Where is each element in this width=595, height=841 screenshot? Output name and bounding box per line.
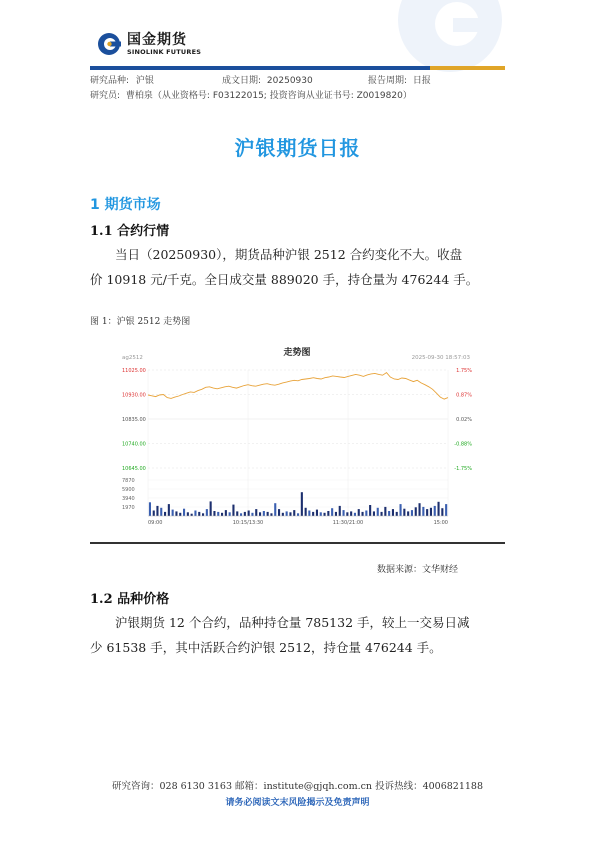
volume-bar (407, 511, 409, 516)
volume-bar (251, 513, 253, 516)
volume-bar (183, 509, 185, 516)
volume-bar (327, 511, 329, 516)
figure-caption: 图 1：沪银 2512 走势图 (90, 317, 191, 327)
header-rule (90, 66, 505, 70)
volume-bar (172, 510, 174, 516)
volume-bar (267, 512, 269, 516)
volume-bar (179, 513, 181, 516)
researcher-info (90, 88, 412, 101)
volume-bar (343, 510, 345, 516)
volume-bar (259, 512, 261, 516)
volume-bar (350, 511, 352, 516)
volume-bar (362, 512, 364, 516)
volume-bar (400, 504, 402, 516)
volume-bar (369, 505, 371, 516)
y-right-tick-label: 1.75% (456, 368, 472, 374)
volume-bar (445, 504, 447, 516)
volume-bar (244, 512, 246, 516)
chart-symbol: ag2512 (122, 355, 143, 361)
volume-bar (255, 509, 257, 516)
volume-bar (312, 512, 314, 516)
contract-line-1: 当日（20250930），期货品种沪银 2512 合约变化不大。收盘 (115, 247, 463, 262)
volume-bar (221, 513, 223, 516)
volume-bar (236, 511, 238, 516)
chart-title: 走势图 (283, 348, 311, 358)
volume-bar (411, 510, 413, 516)
volume-bar (388, 511, 390, 516)
volume-bar (396, 512, 398, 516)
volume-bar (365, 511, 367, 517)
variety-label: 研究品种: (90, 76, 130, 86)
volume-bar (438, 502, 440, 516)
y-right-tick-label: 0.02% (456, 417, 472, 423)
period-info (368, 73, 431, 86)
volume-bar (426, 509, 428, 516)
volume-bar (232, 505, 234, 516)
contract-paragraph (90, 242, 505, 292)
volume-bar (316, 510, 318, 516)
date-value: 20250930 (266, 76, 313, 86)
volume-bar (206, 509, 208, 516)
volume-bar (202, 513, 204, 516)
chart-timestamp: 2025-09-30 18:57:03 (411, 355, 470, 361)
contract-line-2: 价 10918 元/千克。全日成交量 889020 手，持仓量为 476244 手。 (90, 272, 479, 287)
volume-bar (384, 507, 386, 516)
volume-bar (430, 508, 432, 516)
volume-bar (419, 503, 421, 516)
subsection-heading-variety-price: 1.2 品种价格 (90, 592, 170, 607)
volume-tick-label: 7870 (122, 478, 135, 484)
volume-bar (331, 508, 333, 516)
y-tick-label: 10740.00 (122, 441, 146, 448)
volume-bar (293, 510, 295, 516)
volume-bar (187, 512, 189, 516)
volume-bar (156, 506, 158, 516)
volume-bar (278, 509, 280, 516)
variety-line-2: 少 61538 手，其中活跃合约沪银 2512，持仓量 476244 手。 (90, 640, 442, 655)
volume-bar (305, 508, 307, 516)
volume-bar (160, 508, 162, 516)
volume-tick-label: 1970 (122, 504, 135, 511)
volume-bar (320, 512, 322, 516)
volume-bar (149, 502, 151, 516)
report-title: 沪银期货日报 (234, 136, 361, 160)
volume-bar (213, 511, 215, 516)
period-value: 日报 (412, 76, 431, 86)
volume-bar (324, 513, 326, 516)
volume-tick-label: 3940 (122, 495, 135, 502)
logo-cn-text: 国金期货 (127, 31, 187, 48)
y-tick-label: 10930.00 (122, 392, 146, 399)
volume-tick-label: 5900 (122, 487, 135, 494)
x-tick-label: 09:00 (148, 520, 163, 526)
volume-bar (168, 504, 170, 516)
volume-bar (282, 513, 284, 516)
chart-bottom-rule (90, 542, 505, 544)
volume-bar (210, 501, 212, 516)
volume-bar (153, 511, 155, 517)
subsection-heading-contract: 1.1 合约行情 (90, 224, 170, 239)
company-logo (97, 32, 201, 56)
volume-bar (217, 512, 219, 516)
data-source: 数据来源：文华财经 (377, 565, 459, 575)
chart-background (118, 340, 476, 528)
period-label: 报告周期: (368, 76, 408, 86)
y-right-tick-label: 0.87% (456, 392, 472, 399)
volume-bar (274, 503, 276, 516)
volume-bar (415, 507, 417, 516)
volume-bar (392, 509, 394, 516)
researcher-label: 研究员: (90, 91, 121, 101)
x-tick-label: 15:00 (433, 520, 448, 526)
volume-bar (289, 512, 291, 516)
volume-bar (346, 512, 348, 516)
volume-bar (198, 512, 200, 516)
volume-bar (434, 506, 436, 516)
volume-bar (301, 492, 303, 516)
volume-bar (175, 511, 177, 516)
volume-bar (164, 512, 166, 516)
volume-bar (240, 513, 242, 516)
volume-bar (308, 511, 310, 517)
volume-bar (339, 506, 341, 516)
volume-bar (441, 508, 443, 516)
logo-en-text: SINOLINK FUTURES (127, 47, 202, 56)
variety-price-paragraph (90, 610, 505, 660)
volume-bar (194, 511, 196, 517)
date-info (222, 73, 313, 86)
section-heading-futures-market: 1 期货市场 (90, 197, 161, 213)
volume-bar (286, 511, 288, 516)
volume-bar (354, 513, 356, 516)
volume-bar (297, 513, 299, 516)
volume-bar (335, 512, 337, 516)
volume-bar (403, 509, 405, 516)
volume-bar (263, 511, 265, 516)
volume-bar (225, 510, 227, 516)
sinolink-logo-icon (97, 32, 121, 56)
y-tick-label: 10835.00 (122, 417, 146, 423)
researcher-value: 曹柏泉（从业资格号: F03122015; 投资咨询从业证书号: Z0019820） (125, 91, 412, 101)
variety-value: 沪银 (135, 76, 154, 86)
price-trend-chart (118, 340, 476, 528)
variety-line-1: 沪银期货 12 个合约，品种持仓量 785132 手，较上一交易日减 (115, 615, 470, 630)
volume-bar (377, 508, 379, 516)
date-label: 成文日期: (222, 76, 262, 86)
y-tick-label: 11025.00 (122, 368, 146, 374)
y-right-tick-label: -0.88% (454, 441, 472, 448)
volume-bar (422, 507, 424, 516)
variety-info (90, 73, 154, 86)
y-right-tick-label: -1.75% (454, 466, 472, 472)
volume-bar (373, 511, 375, 516)
volume-bar (358, 509, 360, 516)
x-tick-label: 10:15/13:30 (232, 520, 264, 526)
x-tick-label: 11:30/21:00 (332, 520, 364, 526)
volume-bar (229, 512, 231, 516)
footer-disclaimer: 请务必阅读文末风险揭示及免责声明 (225, 798, 370, 808)
volume-bar (191, 514, 193, 516)
volume-bar (381, 512, 383, 516)
y-tick-label: 10645.00 (122, 466, 146, 472)
footer-contact: 研究咨询：028 6130 3163 邮箱：institute@gjqh.com.cn 投诉热线：4006821188 (111, 781, 484, 792)
volume-bar (270, 513, 272, 516)
volume-bar (248, 511, 250, 517)
